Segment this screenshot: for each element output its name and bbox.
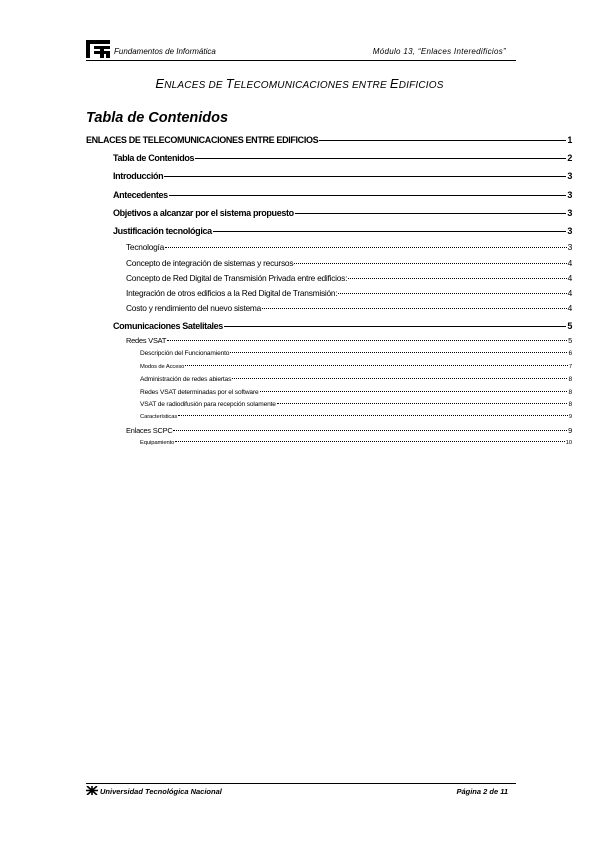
toc-entry-text: Concepto de integración de sistemas y recursos (126, 258, 294, 268)
toc-entry-text: Tabla de Contenidos (113, 153, 195, 163)
toc-entry-integracion-sistemas[interactable] (126, 258, 572, 268)
toc-entry-caracteristicas[interactable] (140, 414, 572, 420)
toc-leader (195, 158, 566, 159)
toc-entry-text: Administración de redes abiertas (140, 376, 232, 383)
toc-page-number: 7 (568, 364, 572, 370)
toc-leader (224, 326, 566, 327)
toc-entry-text: ENLACES DE TELECOMUNICACIONES ENTRE EDIFICIOS (86, 135, 319, 145)
toc-entry-text: Introducción (113, 171, 164, 181)
toc-page-number: 4 (567, 258, 572, 268)
toc-leader (185, 365, 568, 366)
toc-entry-antecedentes[interactable] (113, 190, 572, 200)
toc-leader (169, 195, 567, 196)
toc-leader (165, 247, 567, 248)
footer-page-number: Página 2 de 11 (456, 787, 508, 796)
toc-page-number: 10 (565, 440, 572, 446)
toc-heading: Tabla de Contenidos (86, 110, 229, 126)
toc-page-number: 5 (568, 336, 572, 345)
toc-leader (260, 391, 568, 392)
page-footer (86, 783, 516, 798)
toc-page-number: 3 (567, 171, 572, 181)
toc-entry-equipamiento[interactable] (140, 440, 572, 446)
toc-entry-text: Redes VSAT (126, 336, 167, 345)
toc-entry-tabla-de-contenidos[interactable] (113, 153, 572, 163)
toc-entry-vsat-radiodifusion[interactable] (140, 401, 572, 408)
toc-leader (213, 231, 567, 232)
toc-leader (319, 140, 566, 141)
toc-leader (348, 278, 566, 279)
toc-page-number: 4 (567, 273, 572, 283)
toc-entry-text: Tecnología (126, 242, 165, 252)
toc-entry-text: Enlaces SCPC (126, 426, 173, 435)
toc-entry-text: Justificación tecnológica (113, 226, 212, 236)
toc-leader (167, 340, 567, 341)
toc-entry-red-digital-privada[interactable] (126, 273, 572, 283)
toc-entry-text: Integración de otros edificios a la Red Digital de Transmisión: (126, 288, 338, 298)
toc-page-number: 5 (567, 321, 572, 331)
toc-leader (164, 176, 566, 177)
toc-leader (294, 263, 566, 264)
toc-entry-tecnologia[interactable] (126, 242, 572, 252)
toc-entry-descripcion-funcionamiento[interactable] (140, 350, 572, 357)
toc-page-number: 9 (568, 426, 572, 435)
toc-leader (178, 415, 568, 416)
toc-entry-text: VSAT de radiodifusión para recepción solamente (140, 401, 276, 408)
toc-leader (175, 441, 565, 442)
toc-entry-text: Costo y rendimiento del nuevo sistema (126, 303, 262, 313)
toc-page-number: 3 (567, 242, 572, 252)
toc-page-number: 8 (568, 376, 572, 383)
toc-leader (232, 378, 567, 379)
toc-leader (277, 403, 568, 404)
toc-page-number: 3 (567, 226, 572, 236)
toc-page-number: 8 (568, 389, 572, 396)
toc-entry-objetivos[interactable] (113, 208, 572, 218)
toc-entry-justificacion[interactable] (113, 226, 572, 236)
toc-page-number: 3 (567, 190, 572, 200)
toc-leader (338, 293, 566, 294)
toc-leader (295, 213, 567, 214)
toc-leader (230, 352, 567, 353)
toc-entry-title[interactable] (86, 135, 572, 145)
toc-entry-text: Objetivos a alcanzar por el sistema propuesto (113, 208, 294, 218)
toc-entry-redes-abiertas[interactable] (140, 376, 572, 383)
toc-page-number: 6 (568, 350, 572, 357)
toc-leader (173, 430, 567, 431)
toc-entry-vsat-software[interactable] (140, 389, 572, 396)
toc-page-number: 3 (567, 208, 572, 218)
toc-entry-text: Redes VSAT determinadas por el software (140, 389, 259, 396)
header-module-title: Módulo 13, “Enlaces Interedificios” (372, 47, 506, 56)
toc-page-number: 2 (567, 153, 572, 163)
toc-page-number: 4 (567, 288, 572, 298)
toc-entry-comunicaciones-satelitales[interactable] (113, 321, 572, 331)
toc-page-number: 4 (567, 303, 572, 313)
header-course-title: Fundamentos de Informática (114, 47, 216, 56)
document-title-text: ENLACES DE TELECOMUNICACIONES ENTRE EDIFICIOS (155, 76, 444, 91)
toc-entry-text: Características (140, 414, 178, 420)
toc-entry-text: Concepto de Red Digital de Transmisión Privada entre edificios: (126, 273, 348, 283)
toc-page-number: 8 (568, 401, 572, 408)
toc-entry-introduccion[interactable] (113, 171, 572, 181)
toc-entry-text: Equipamiento (140, 440, 175, 446)
toc-entry-enlaces-scpc[interactable] (126, 426, 572, 435)
footer-university: Universidad Tecnológica Nacional (100, 787, 222, 796)
utn-mark-icon (86, 786, 98, 795)
toc-entry-costo-rendimiento[interactable] (126, 303, 572, 313)
toc-entry-text: Descripción del Funcionamiento (140, 350, 230, 357)
toc-entry-modos-acceso[interactable] (140, 364, 572, 370)
toc-entry-redes-vsat[interactable] (126, 336, 572, 345)
toc-entry-text: Modos de Acceso (140, 364, 185, 370)
toc-page-number: 1 (567, 135, 572, 145)
toc-entry-integracion-edificios[interactable] (126, 288, 572, 298)
toc-page-number: 9 (568, 414, 572, 420)
toc-leader (262, 308, 567, 309)
table-of-contents (86, 0, 572, 848)
toc-entry-text: Antecedentes (113, 190, 168, 200)
toc-entry-text: Comunicaciones Satelitales (113, 321, 223, 331)
